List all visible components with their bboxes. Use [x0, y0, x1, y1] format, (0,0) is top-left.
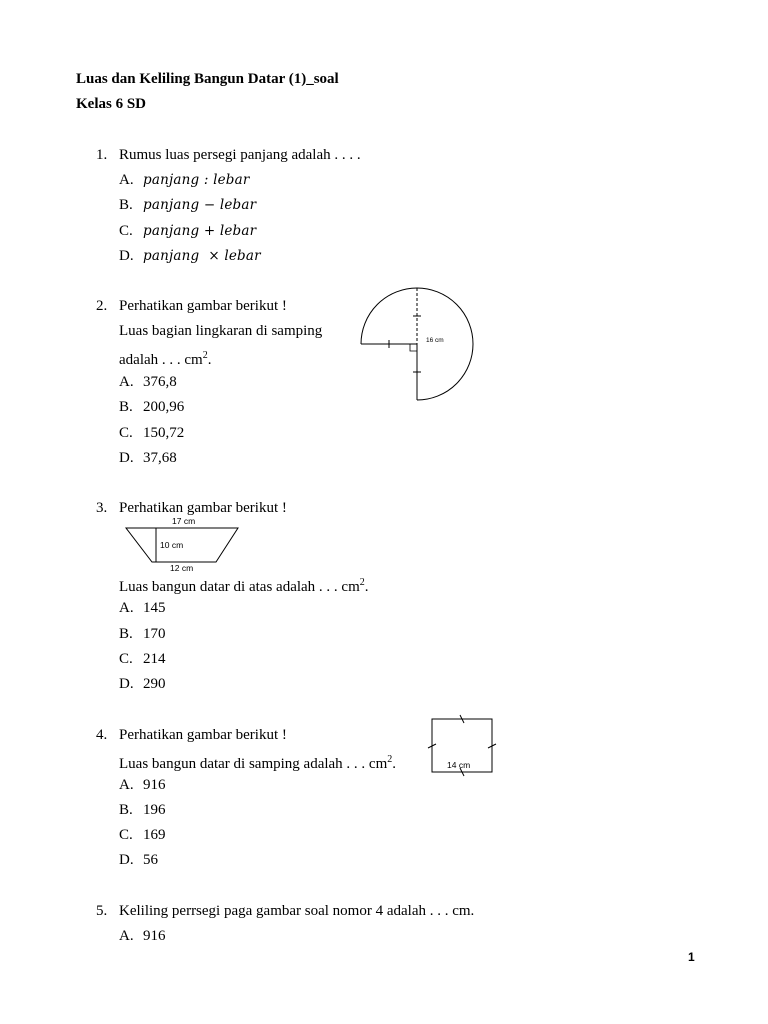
option-text: panjang − lebar — [143, 197, 257, 213]
page-number: 1 — [688, 950, 695, 964]
option-text: 169 — [143, 827, 166, 843]
question-text: Luas bagian lingkaran di samping — [119, 323, 323, 339]
option-letter: C. — [119, 425, 133, 441]
question-text: Perhatikan gambar berikut ! — [119, 727, 287, 743]
figure-label-height: 10 cm — [160, 540, 184, 550]
option-letter: A. — [119, 928, 134, 944]
option-text: 56 — [143, 852, 158, 868]
option-text: 916 — [143, 928, 166, 944]
document-title: Luas dan Keliling Bangun Datar (1)_soal — [76, 71, 339, 87]
question-text: Perhatikan gambar berikut ! — [119, 500, 287, 516]
option-text: 214 — [143, 651, 166, 667]
option-text: panjang + lebar — [143, 223, 257, 239]
option-letter: B. — [119, 802, 133, 818]
option-letter: C. — [119, 223, 133, 239]
option-text: 200,96 — [143, 399, 185, 415]
question-text: adalah . . . $cm^2$. — [119, 350, 212, 368]
circle-figure — [360, 292, 480, 396]
trapezoid-figure — [122, 516, 242, 572]
option-letter: A. — [119, 777, 134, 793]
option-text: 37,68 — [143, 450, 177, 466]
question-number: 4. — [96, 727, 108, 743]
document-subtitle: Kelas 6 SD — [76, 96, 147, 112]
option-letter: D. — [119, 676, 134, 692]
option-text: 376,8 — [143, 374, 177, 390]
option-text: 150,72 — [143, 425, 185, 441]
option-text: 170 — [143, 626, 166, 642]
option-text: 916 — [143, 777, 166, 793]
option-letter: D. — [119, 248, 134, 264]
option-letter: B. — [119, 399, 133, 415]
option-letter: D. — [119, 852, 134, 868]
option-text: panjang : lebar — [143, 172, 250, 188]
question-text: Luas bangun datar di atas adalah . . . $cm^2$. — [119, 577, 369, 595]
question-text: Rumus luas persegi panjang adalah . . . . — [119, 147, 361, 163]
question-number: 3. — [96, 500, 108, 516]
option-letter: C. — [119, 651, 133, 667]
question-number: 2. — [96, 298, 108, 314]
question-number: 5. — [96, 903, 108, 919]
option-letter: B. — [119, 626, 133, 642]
option-letter: A. — [119, 172, 134, 188]
question-text: Perhatikan gambar berikut ! — [119, 298, 287, 314]
question-number: 1. — [96, 147, 108, 163]
square-figure — [431, 718, 495, 774]
figure-label-bottom: 12 cm — [170, 563, 194, 573]
option-letter: A. — [119, 600, 134, 616]
option-letter: D. — [119, 450, 134, 466]
question-text: Keliling perrsegi paga gambar soal nomor 4 adalah . . . cm. — [119, 903, 475, 919]
option-text: 145 — [143, 600, 166, 616]
figure-label-top: 17 cm — [172, 516, 196, 526]
option-text: 290 — [143, 676, 166, 692]
figure-label: 16 cm — [426, 337, 444, 344]
option-text: 196 — [143, 802, 166, 818]
option-letter: C. — [119, 827, 133, 843]
option-letter: A. — [119, 374, 134, 390]
option-text: panjang × lebar — [143, 248, 261, 264]
option-letter: B. — [119, 197, 133, 213]
question-text: Luas bangun datar di samping adalah . . . $cm^2$. — [119, 754, 397, 772]
figure-label: 14 cm — [447, 760, 471, 770]
